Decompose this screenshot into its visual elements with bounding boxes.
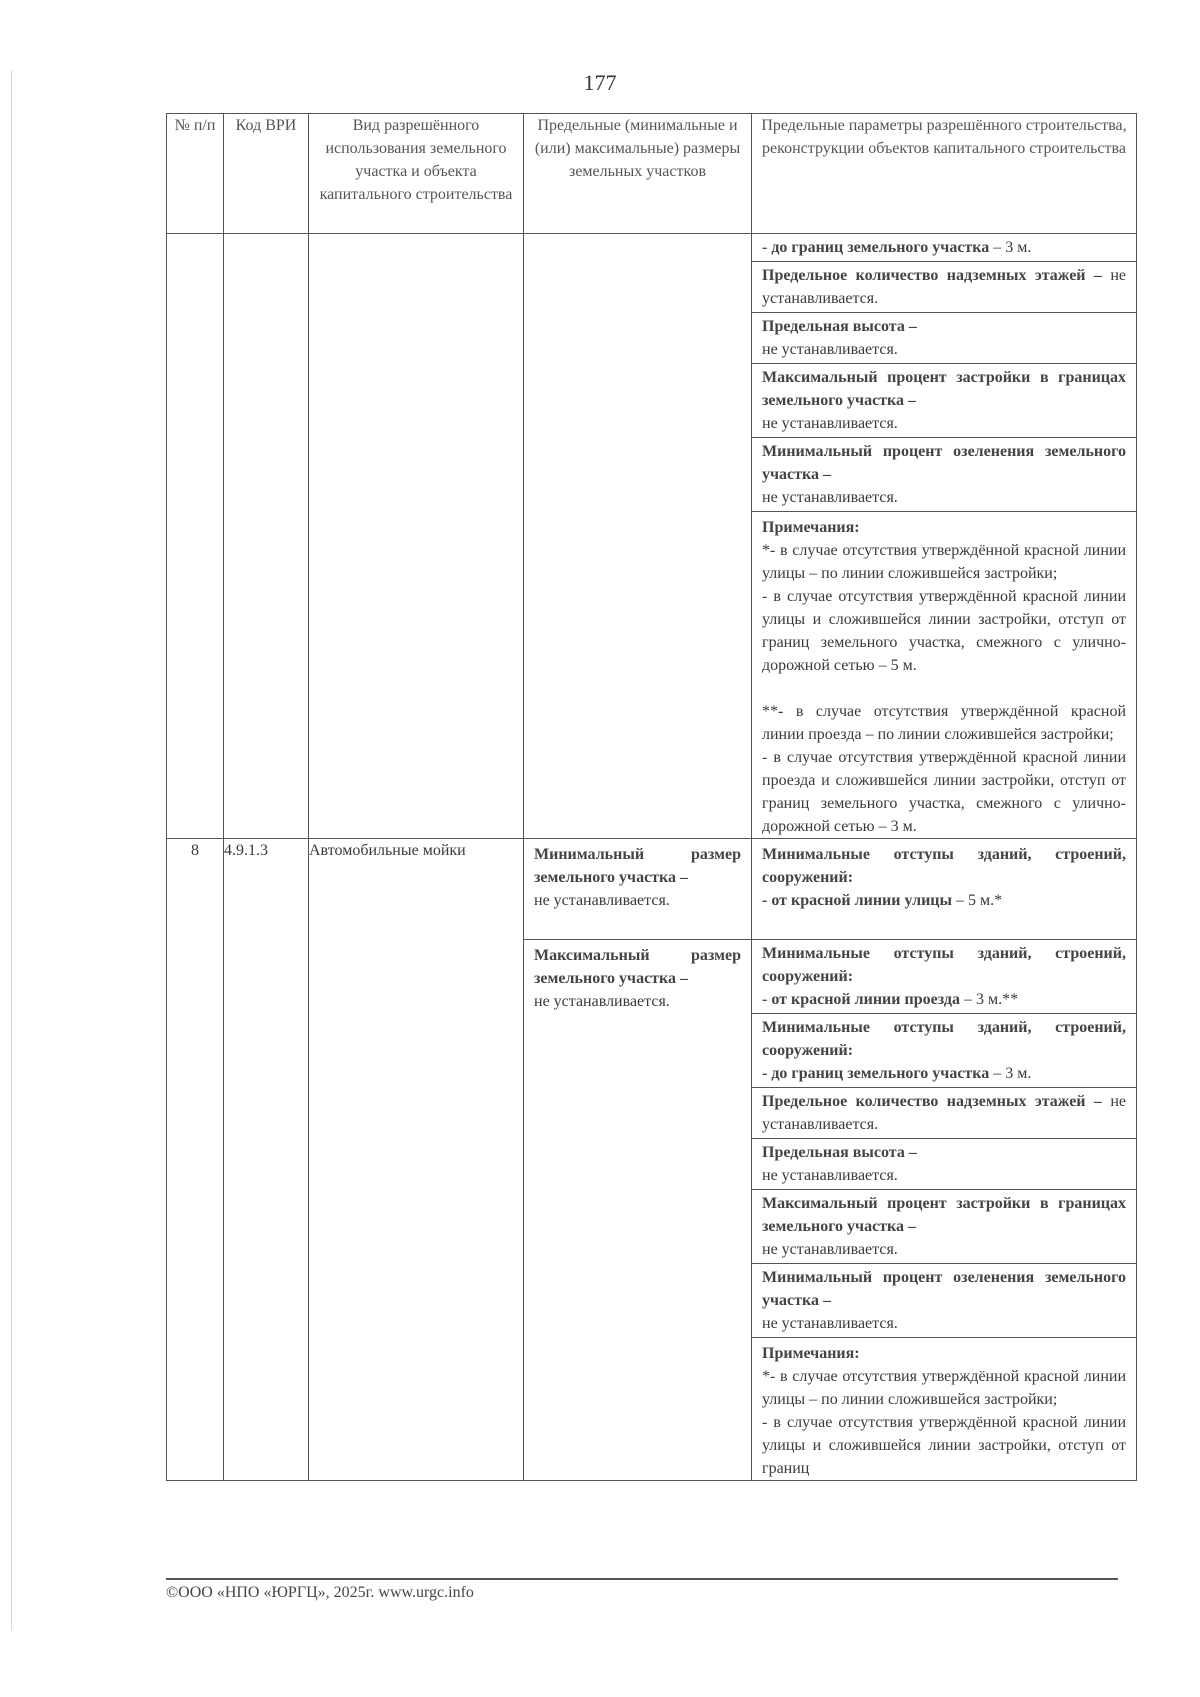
- param-segment: [752, 839, 1136, 939]
- row-code: 4.9.1.3: [224, 839, 309, 1481]
- left-margin-line: [11, 70, 12, 1630]
- param-segment: [752, 1087, 1136, 1138]
- footer-copyright: ©ООО «НПО «ЮРГЦ», 2025г. www.urgc.info: [166, 1584, 474, 1601]
- param-bold: Минимальный процент озеленения земельного участка –: [762, 1269, 1126, 1309]
- row-params-cell: [752, 839, 1137, 1481]
- size-text: не устанавливается.: [534, 892, 670, 909]
- param-bold: Предельное количество надземных этажей –: [762, 1093, 1102, 1110]
- param-bold: Максимальный процент застройки в границах земельного участка –: [762, 369, 1126, 409]
- cont-use-cell: [309, 234, 524, 839]
- param-text: не устанавливается.: [762, 1315, 898, 1332]
- footer-rule: [166, 1578, 1118, 1580]
- notes-segment: [752, 1337, 1136, 1480]
- notes-title: Примечания:: [762, 1345, 860, 1362]
- param-segment: [752, 1263, 1136, 1337]
- param-text: не устанавливается.: [762, 489, 898, 506]
- param-text: – 3 м.: [989, 1065, 1032, 1082]
- row-use: Автомобильные мойки: [309, 839, 524, 1481]
- notes-segment: [752, 511, 1136, 838]
- notes-title: Примечания:: [762, 519, 860, 536]
- param-bold: Предельная высота –: [762, 1144, 917, 1161]
- param-segment: [752, 437, 1136, 511]
- cont-sizes-cell: [524, 234, 752, 839]
- param-text: не устанавливается.: [762, 1241, 898, 1258]
- size-bold: Минимальный размер земельного участка –: [534, 846, 741, 886]
- param-sub: - до границ земельного участка: [762, 1065, 990, 1082]
- param-segment: [752, 363, 1136, 437]
- table-row-8: [167, 839, 1137, 1481]
- param-sub: - от красной линии проезда: [762, 991, 960, 1008]
- param-text: – 3 м.**: [959, 991, 1019, 1008]
- param-bold: Минимальные отступы зданий, строений, сооружений:: [762, 1019, 1126, 1059]
- note-paragraph: - в случае отсутствия утверждённой красной линии проезда и сложившейся линии застройки, отступ от границ земельного участка, смежного с улично-дорожной сетью – 3 м.: [762, 749, 1126, 835]
- param-text: не устанавливается.: [762, 1167, 898, 1184]
- param-text: не устанавливается.: [762, 415, 898, 432]
- row-sizes-cell: [524, 839, 752, 1481]
- row-number: 8: [167, 839, 224, 1481]
- table-row-continuation: [167, 234, 1137, 839]
- param-bold: Минимальные отступы зданий, строений, сооружений:: [762, 846, 1126, 886]
- cont-num-cell: [167, 234, 224, 839]
- cont-code-cell: [224, 234, 309, 839]
- param-bold: Минимальные отступы зданий, строений, сооружений:: [762, 945, 1126, 985]
- note-paragraph: - в случае отсутствия утверждённой красной линии улицы и сложившейся линии застройки, отступ от границ земельного участка, смежного с улично-дорожной сетью – 5 м.: [762, 588, 1126, 674]
- note-paragraph: - в случае отсутствия утверждённой красной линии улицы и сложившейся линии застройки, отступ от границ: [762, 1414, 1126, 1477]
- header-num: № п/п: [167, 114, 224, 234]
- param-sub: - от красной линии улицы: [762, 892, 952, 909]
- param-bold: - до границ земельного участка: [762, 239, 990, 256]
- size-text: не устанавливается.: [534, 993, 670, 1010]
- param-bold: Предельная высота –: [762, 318, 917, 335]
- param-text: не устанавливается.: [762, 1093, 1126, 1133]
- note-paragraph: *- в случае отсутствия утверждённой красной линии улицы – по линии сложившейся застройки;: [762, 1368, 1126, 1408]
- param-bold: Минимальный процент озеленения земельного участка –: [762, 443, 1126, 483]
- header-sizes: Предельные (минимальные и (или) максимальные) размеры земельных участков: [524, 114, 752, 234]
- param-segment: [752, 939, 1136, 1013]
- header-params: Предельные параметры разрешённого строительства, реконструкции объектов капитального строительства: [752, 114, 1137, 234]
- size-segment: [524, 839, 751, 939]
- header-code: Код ВРИ: [224, 114, 309, 234]
- note-paragraph: **- в случае отсутствия утверждённой красной линии проезда – по линии сложившейся застройки;: [762, 703, 1126, 743]
- param-text: – 5 м.*: [952, 892, 1003, 909]
- param-segment: [752, 312, 1136, 363]
- cont-params-cell: [752, 234, 1137, 839]
- param-text: не устанавливается.: [762, 341, 898, 358]
- param-segment: [752, 1189, 1136, 1263]
- param-segment: [752, 1013, 1136, 1087]
- size-bold: Максимальный размер земельного участка –: [534, 947, 741, 987]
- param-bold: Максимальный процент застройки в границах земельного участка –: [762, 1195, 1126, 1235]
- size-segment: [524, 939, 751, 1015]
- param-segment: [752, 1138, 1136, 1189]
- param-bold: Предельное количество надземных этажей –: [762, 267, 1102, 284]
- param-segment: [752, 261, 1136, 312]
- page-number: 177: [583, 70, 617, 95]
- table-header-row: [167, 114, 1137, 234]
- header-use: Вид разрешённого использования земельного участка и объекта капитального строительства: [309, 114, 524, 234]
- regulations-table: [166, 113, 1137, 1481]
- param-text: не устанавливается.: [762, 267, 1126, 307]
- param-segment: [752, 234, 1136, 261]
- note-paragraph: *- в случае отсутствия утверждённой красной линии улицы – по линии сложившейся застройки;: [762, 542, 1126, 582]
- param-text: – 3 м.: [989, 239, 1032, 256]
